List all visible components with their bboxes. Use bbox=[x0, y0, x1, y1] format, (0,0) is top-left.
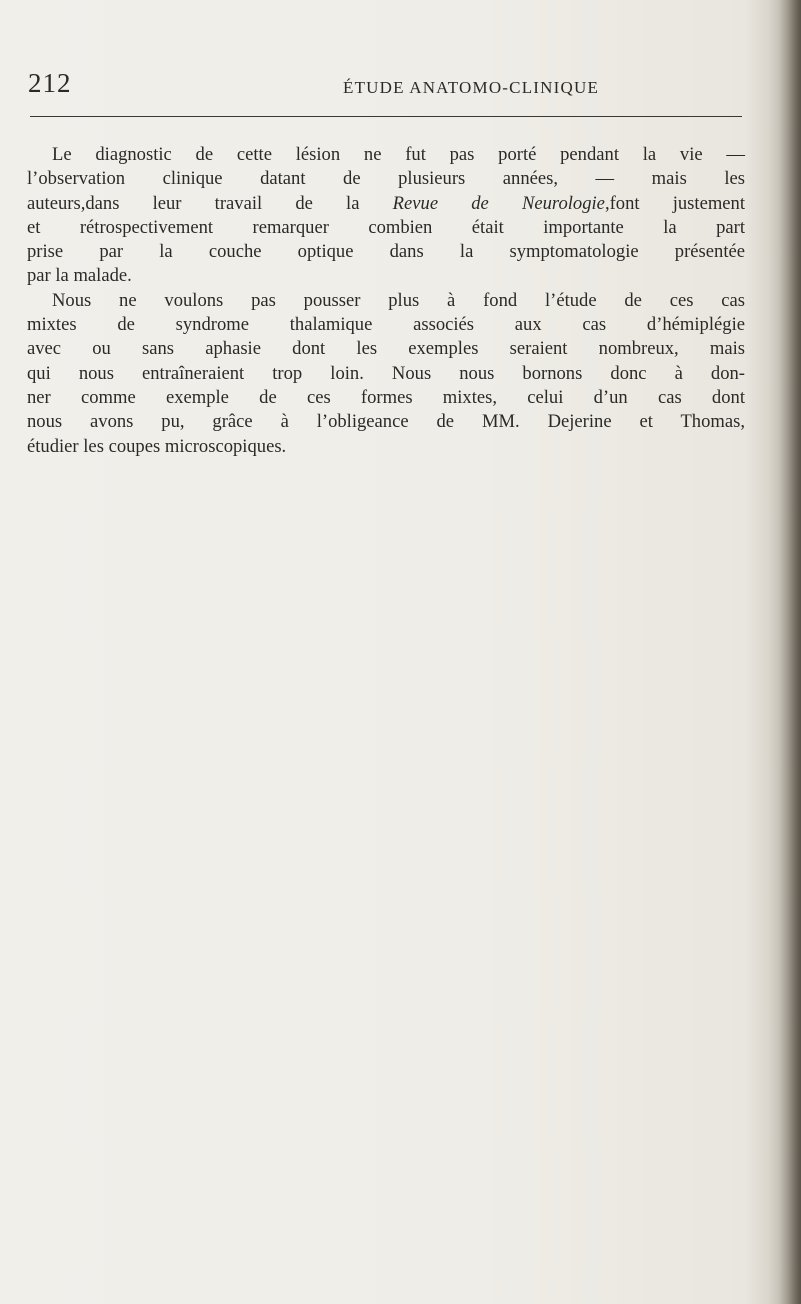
text-line: l’observation clinique datant de plusieurs années, — mais les bbox=[27, 168, 745, 190]
page-number: 212 bbox=[28, 68, 72, 98]
body-text bbox=[27, 143, 745, 459]
text-line: mixtes de syndrome thalamique associés aux cas d’hémiplégie bbox=[27, 314, 745, 336]
text-line: nous avons pu, grâce à l’obligeance de MM. Dejerine et Thomas, bbox=[27, 411, 745, 433]
text-line: par la malade. bbox=[27, 265, 132, 287]
text-line: qui nous entraîneraient trop loin. Nous nous bornons donc à don- bbox=[27, 362, 745, 384]
journal-title: Revue de Neurologie bbox=[392, 192, 605, 214]
text-line: ner comme exemple de ces formes mixtes, celui d’un cas dont bbox=[27, 386, 745, 408]
text-line: étudier les coupes microscopiques. bbox=[27, 435, 287, 457]
text-line: prise par la couche optique dans la symptomatologie présentée bbox=[27, 241, 745, 263]
text-line: avec ou sans aphasie dont les exemples seraient nombreux, mais bbox=[27, 338, 745, 360]
running-title: ÉTUDE ANATOMO-CLINIQUE bbox=[343, 78, 600, 97]
text-line-citation bbox=[27, 192, 745, 216]
header-rule bbox=[30, 116, 742, 117]
binding-shadow bbox=[779, 0, 801, 1304]
text-segment: ,font justement bbox=[604, 192, 746, 214]
text-segment: auteurs,dans leur travail de la bbox=[27, 192, 393, 214]
text-line: Le diagnostic de cette lésion ne fut pas porté pendant la vie — bbox=[52, 144, 745, 165]
text-line: et rétrospectivement remarquer combien était importante la part bbox=[27, 216, 745, 238]
text-line: Nous ne voulons pas pousser plus à fond l’étude de ces cas bbox=[52, 289, 745, 311]
